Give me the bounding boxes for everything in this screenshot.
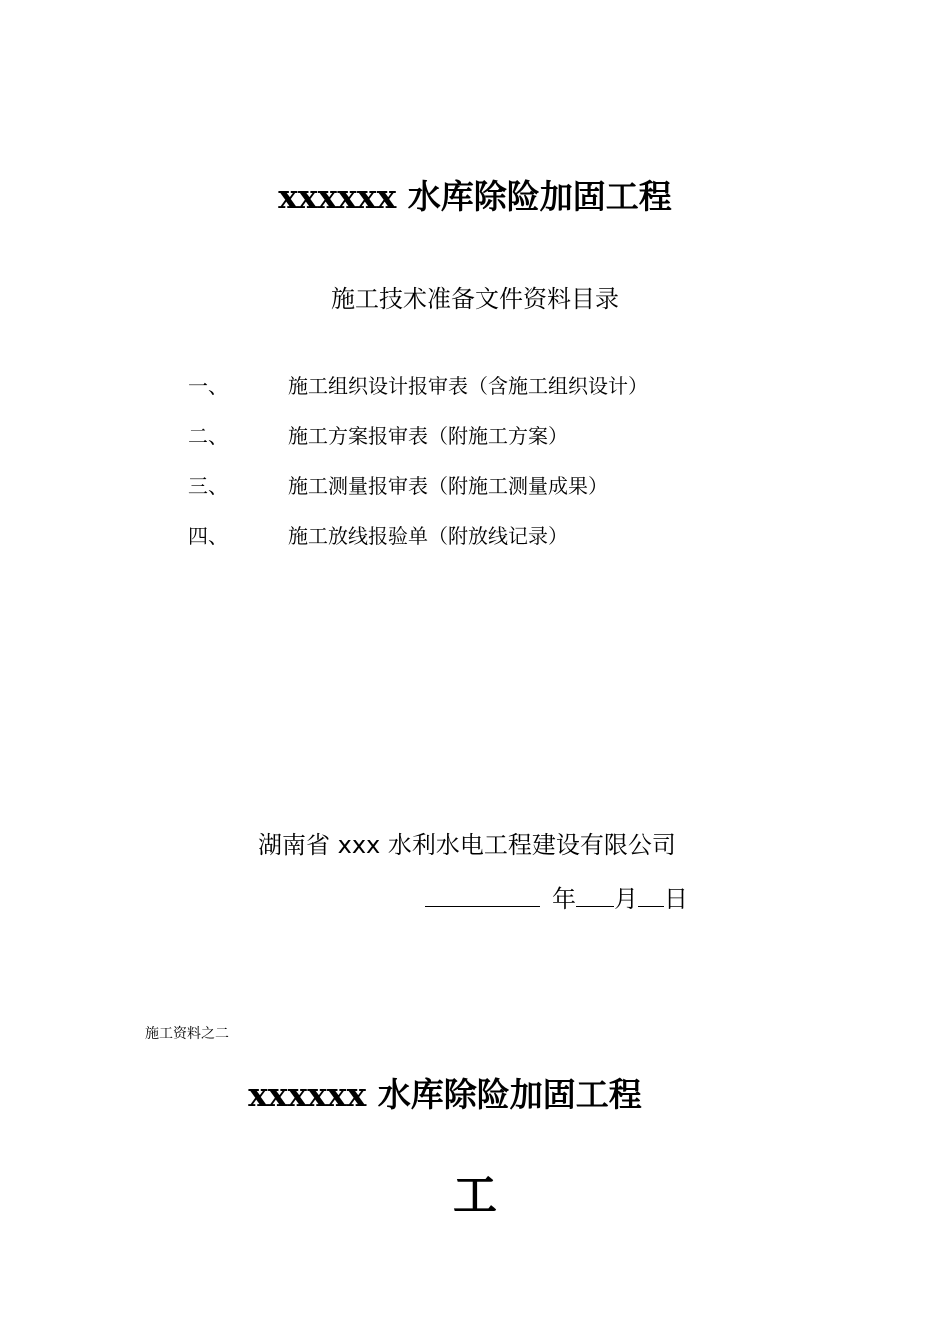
toc-item-number: 二、 [188,424,228,448]
large-heading-char: 工 [453,1170,497,1221]
year-blank [425,880,540,907]
toc-item [188,418,788,468]
company-name: 湖南省 xxx 水利水电工程建设有限公司 [258,831,676,859]
document-subtitle: 施工技术准备文件资料目录 [331,285,619,313]
project-title-second: xxxxxx 水库除险加固工程 [248,1075,642,1114]
toc-item-number: 四、 [188,524,228,548]
year-label: 年 [552,885,576,913]
toc-item-number: 三、 [188,474,228,498]
toc-item-number: 一、 [188,374,228,398]
toc-item [188,518,788,568]
toc-item-text: 施工方案报审表（附施工方案） [288,424,568,448]
day-label: 日 [664,885,688,913]
toc-item-text: 施工测量报审表（附施工测量成果） [288,474,608,498]
toc-item [188,368,788,418]
month-label: 月 [614,885,638,913]
month-blank [576,880,614,907]
table-of-contents [188,368,788,568]
toc-item [188,468,788,518]
date-line [425,880,688,916]
toc-item-text: 施工组织设计报审表（含施工组织设计） [288,374,648,398]
section-label: 施工资料之二 [145,1026,229,1042]
project-title: xxxxxx 水库除险加固工程 [278,177,672,216]
day-blank [638,880,664,907]
toc-item-text: 施工放线报验单（附放线记录） [288,524,568,548]
